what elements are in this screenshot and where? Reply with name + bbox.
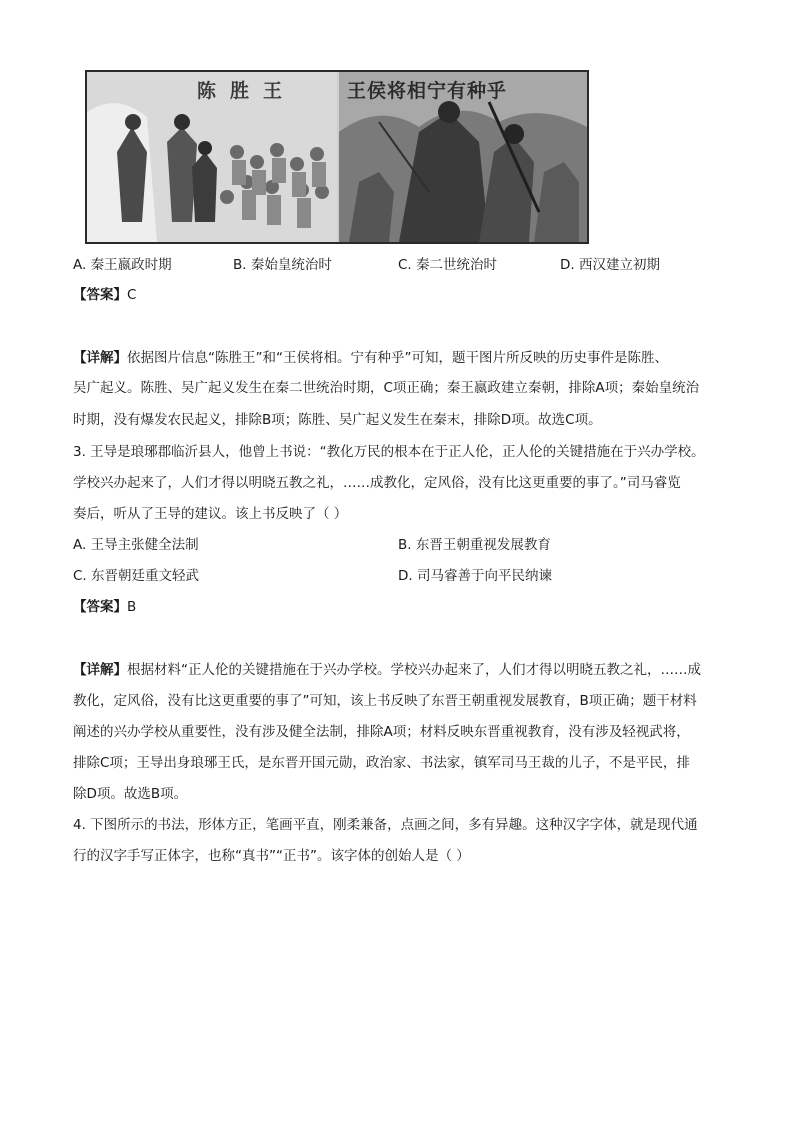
answer-label: 【答案】 [73, 599, 127, 615]
q2-detail-line-1 [73, 348, 668, 368]
q2-option-d: D. 西汉建立初期 [560, 257, 660, 273]
q3-option-b: B. 东晋王朝重视发展教育 [398, 537, 551, 553]
detail-text: 根据材料“正人伦的关键措施在于兴办学校。学校兴办起来了，人们才得以明晓五教之礼，……成 [127, 662, 701, 678]
answer-value: C [127, 287, 137, 303]
detail-label: 【详解】 [73, 662, 127, 678]
right-panel-caption: 王侯将相宁有种乎 [347, 80, 508, 102]
q4-stem-line-1: 4. 下图所示的书法，形体方正，笔画平直，刚柔兼备，点画之间，多有异趣。这种汉字字体，就是现代通 [73, 817, 698, 833]
q2-option-c: C. 秦二世统治时 [398, 257, 498, 273]
answer-value: B [127, 599, 137, 615]
q3-option-c: C. 东晋朝廷重文轻武 [73, 568, 200, 584]
q3-stem-line-3: 奏后，听从了王导的建议。该上书反映了（ ） [73, 506, 348, 522]
q3-answer [73, 597, 136, 617]
q3-detail-line-1 [73, 660, 701, 680]
detail-text: 依据图片信息“陈胜王”和“王侯将相。宁有种乎”可知，题干图片所反映的历史事件是陈胜、 [127, 350, 668, 366]
chen-sheng-panel [87, 72, 337, 242]
answer-label: 【答案】 [73, 287, 127, 303]
uprising-panel [339, 72, 587, 242]
q3-option-a: A. 王导主张健全法制 [73, 537, 199, 553]
q3-detail-line-5: 除D项。故选B项。 [73, 786, 188, 802]
q2-answer [73, 285, 136, 305]
historical-illustration [85, 70, 589, 244]
q3-stem-line-1: 3. 王导是琅琊郡临沂县人，他曾上书说：“教化万民的根本在于正人伦，正人伦的关键措施在于兴办学校。 [73, 444, 705, 460]
q3-detail-line-3: 阐述的兴办学校从重要性，没有涉及健全法制，排除A项；材料反映东晋重视教育，没有涉及轻视武将， [73, 724, 690, 740]
q3-stem-line-2: 学校兴办起来了，人们才得以明晓五教之礼，……成教化，定风俗，没有比这更重要的事了。”司马睿览 [73, 475, 681, 491]
q2-detail-line-3: 时期，没有爆发农民起义，排除B项；陈胜、吴广起义发生在秦末，排除D项。故选C项。 [73, 412, 602, 428]
q3-detail-line-4: 排除C项；王导出身琅琊王氏，是东晋开国元勋，政治家、书法家，镇军司马王裁的儿子，不是平民，排 [73, 755, 690, 771]
q2-option-b: B. 秦始皇统治时 [233, 257, 332, 273]
left-panel-caption: 陈胜王 [197, 80, 297, 102]
q2-option-a: A. 秦王嬴政时期 [73, 257, 172, 273]
q4-stem-line-2: 行的汉字手写正体字，也称“真书”“正书”。该字体的创始人是（ ） [73, 848, 470, 864]
q3-option-d: D. 司马睿善于向平民纳谏 [398, 568, 552, 584]
q3-detail-line-2: 教化，定风俗，没有比这更重要的事了”可知，该上书反映了东晋王朝重视发展教育，B项正确；题干材料 [73, 693, 697, 709]
detail-label: 【详解】 [73, 350, 127, 366]
q2-detail-line-2: 吴广起义。陈胜、吴广起义发生在秦二世统治时期，C项正确；秦王嬴政建立秦朝，排除A项；秦始皇统治 [73, 380, 700, 396]
